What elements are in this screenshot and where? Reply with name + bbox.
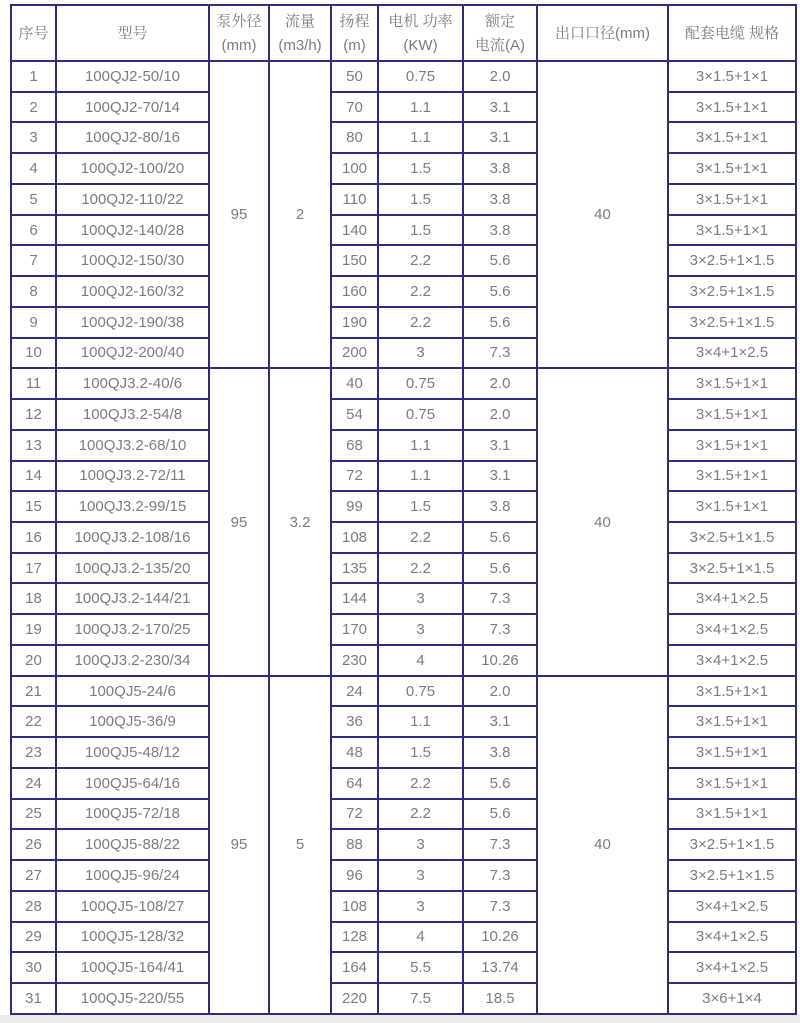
cell-model: 100QJ5-48/12 [56,737,209,768]
table-row [11,799,796,830]
cell-no: 12 [11,399,56,430]
cell-model: 100QJ5-164/41 [56,952,209,983]
cell-power: 1.1 [378,92,463,123]
cell-flow: 5 [269,676,331,1014]
cell-no: 7 [11,245,56,276]
cell-model: 100QJ5-24/6 [56,676,209,707]
cell-power: 0.75 [378,399,463,430]
cell-current: 2.0 [463,61,537,92]
cell-power: 2.2 [378,245,463,276]
cell-current: 5.6 [463,553,537,584]
cell-current: 7.3 [463,829,537,860]
cell-current: 5.6 [463,307,537,338]
cell-power: 2.2 [378,799,463,830]
cell-current: 3.1 [463,706,537,737]
table-row [11,122,796,153]
cell-power: 3 [378,891,463,922]
cell-model: 100QJ3.2-68/10 [56,430,209,461]
cell-power: 4 [378,645,463,676]
cell-no: 22 [11,706,56,737]
table-row [11,860,796,891]
table-row [11,768,796,799]
cell-outer-diameter: 95 [209,676,269,1014]
cell-head: 200 [331,338,378,369]
cell-cable: 3×1.5+1×1 [668,122,796,153]
header-row [11,5,796,61]
cell-model: 100QJ2-190/38 [56,307,209,338]
cell-model: 100QJ3.2-99/15 [56,491,209,522]
cell-current: 3.1 [463,92,537,123]
cell-no: 25 [11,799,56,830]
table-row [11,952,796,983]
cell-power: 0.75 [378,368,463,399]
cell-no: 8 [11,276,56,307]
cell-power: 1.5 [378,215,463,246]
cell-current: 10.26 [463,645,537,676]
column-header-outer_diameter [209,5,269,61]
column-header-label: 电机 功率 [388,12,453,30]
cell-model: 100QJ3.2-230/34 [56,645,209,676]
cell-no: 26 [11,829,56,860]
cell-head: 135 [331,553,378,584]
cell-power: 2.2 [378,276,463,307]
cell-cable: 3×2.5+1×1.5 [668,307,796,338]
cell-head: 100 [331,153,378,184]
table-row [11,706,796,737]
cell-current: 2.0 [463,399,537,430]
cell-cable: 3×1.5+1×1 [668,430,796,461]
cell-cable: 3×2.5+1×1.5 [668,553,796,584]
cell-no: 14 [11,461,56,492]
table-row [11,399,796,430]
column-header-label: 泵外径 [216,12,262,30]
cell-no: 5 [11,184,56,215]
cell-outlet: 40 [537,61,668,368]
cell-current: 7.3 [463,860,537,891]
cell-power: 1.1 [378,430,463,461]
cell-cable: 3×4+1×2.5 [668,614,796,645]
cell-power: 2.2 [378,307,463,338]
column-header-unit: 电流(A) [475,36,525,54]
cell-cable: 3×1.5+1×1 [668,799,796,830]
table-row [11,829,796,860]
cell-cable: 3×2.5+1×1.5 [668,522,796,553]
cell-current: 3.8 [463,153,537,184]
cell-cable: 3×4+1×2.5 [668,952,796,983]
cell-head: 80 [331,122,378,153]
cell-cable: 3×1.5+1×1 [668,368,796,399]
cell-head: 70 [331,92,378,123]
cell-model: 100QJ3.2-108/16 [56,522,209,553]
cell-current: 3.1 [463,122,537,153]
column-header-unit: (mm) [221,36,257,54]
cell-model: 100QJ2-140/28 [56,215,209,246]
table-row [11,983,796,1014]
cell-current: 18.5 [463,983,537,1014]
table-row [11,61,796,92]
cell-power: 0.75 [378,61,463,92]
cell-power: 2.2 [378,768,463,799]
cell-no: 2 [11,92,56,123]
cell-no: 18 [11,583,56,614]
cell-no: 29 [11,922,56,953]
table-row [11,737,796,768]
cell-current: 5.6 [463,522,537,553]
cell-cable: 3×4+1×2.5 [668,338,796,369]
cell-cable: 3×1.5+1×1 [668,184,796,215]
cell-cable: 3×2.5+1×1.5 [668,860,796,891]
cell-model: 100QJ2-50/10 [56,61,209,92]
cell-flow: 3.2 [269,368,331,675]
cell-head: 40 [331,368,378,399]
cell-no: 27 [11,860,56,891]
table-row [11,307,796,338]
table-row [11,583,796,614]
cell-outlet: 40 [537,368,668,675]
cell-current: 7.3 [463,583,537,614]
cell-power: 0.75 [378,676,463,707]
cell-current: 13.74 [463,952,537,983]
cell-head: 64 [331,768,378,799]
cell-head: 190 [331,307,378,338]
cell-head: 88 [331,829,378,860]
cell-head: 128 [331,922,378,953]
cell-current: 3.1 [463,430,537,461]
cell-head: 144 [331,583,378,614]
cell-current: 3.8 [463,491,537,522]
cell-cable: 3×2.5+1×1.5 [668,245,796,276]
cell-no: 16 [11,522,56,553]
cell-current: 5.6 [463,245,537,276]
table-row [11,276,796,307]
cell-flow: 2 [269,61,331,368]
cell-current: 5.6 [463,799,537,830]
cell-model: 100QJ3.2-144/21 [56,583,209,614]
cell-outer-diameter: 95 [209,61,269,368]
cell-model: 100QJ5-36/9 [56,706,209,737]
cell-model: 100QJ2-150/30 [56,245,209,276]
table-row [11,92,796,123]
cell-model: 100QJ5-88/22 [56,829,209,860]
table-row [11,461,796,492]
cell-model: 100QJ2-100/20 [56,153,209,184]
table-row [11,891,796,922]
cell-power: 1.1 [378,122,463,153]
cell-cable: 3×4+1×2.5 [668,922,796,953]
table-header [11,5,796,61]
cell-no: 31 [11,983,56,1014]
cell-cable: 3×2.5+1×1.5 [668,829,796,860]
cell-cable: 3×1.5+1×1 [668,768,796,799]
cell-head: 50 [331,61,378,92]
cell-current: 7.3 [463,338,537,369]
cell-cable: 3×1.5+1×1 [668,461,796,492]
cell-current: 10.26 [463,922,537,953]
cell-model: 100QJ5-96/24 [56,860,209,891]
column-header-unit: (m3/h) [278,36,322,54]
cell-no: 3 [11,122,56,153]
cell-power: 1.1 [378,461,463,492]
cell-model: 100QJ3.2-72/11 [56,461,209,492]
cell-current: 5.6 [463,768,537,799]
table-row [11,522,796,553]
cell-head: 110 [331,184,378,215]
cell-model: 100QJ5-72/18 [56,799,209,830]
cell-cable: 3×4+1×2.5 [668,583,796,614]
cell-head: 72 [331,799,378,830]
cell-no: 15 [11,491,56,522]
table-row [11,153,796,184]
column-header-flow [269,5,331,61]
cell-head: 140 [331,215,378,246]
cell-power: 2.2 [378,522,463,553]
column-header-model [56,5,209,61]
cell-cable: 3×1.5+1×1 [668,737,796,768]
column-header-head [331,5,378,61]
cell-cable: 3×1.5+1×1 [668,491,796,522]
column-header-outlet [537,5,668,61]
page-bottom-strip [0,1015,800,1023]
cell-no: 13 [11,430,56,461]
cell-head: 54 [331,399,378,430]
cell-no: 24 [11,768,56,799]
cell-no: 17 [11,553,56,584]
table-body [11,61,796,1014]
cell-no: 19 [11,614,56,645]
cell-no: 23 [11,737,56,768]
cell-head: 68 [331,430,378,461]
cell-power: 1.5 [378,737,463,768]
cell-power: 7.5 [378,983,463,1014]
column-header-cable [668,5,796,61]
cell-no: 9 [11,307,56,338]
cell-head: 48 [331,737,378,768]
cell-model: 100QJ5-108/27 [56,891,209,922]
cell-model: 100QJ3.2-135/20 [56,553,209,584]
cell-cable: 3×1.5+1×1 [668,399,796,430]
cell-outlet: 40 [537,676,668,1014]
table-row [11,430,796,461]
cell-head: 170 [331,614,378,645]
column-header-no [11,5,56,61]
column-header-label: 配套电缆 规格 [684,24,780,42]
cell-model: 100QJ5-220/55 [56,983,209,1014]
cell-power: 3 [378,829,463,860]
cell-power: 1.1 [378,706,463,737]
column-header-label: 型号 [117,24,148,42]
cell-no: 6 [11,215,56,246]
cell-no: 28 [11,891,56,922]
column-header-label: 流量 [284,12,315,30]
column-header-label: 额定 [484,12,515,30]
cell-no: 10 [11,338,56,369]
cell-power: 4 [378,922,463,953]
cell-cable: 3×1.5+1×1 [668,706,796,737]
cell-model: 100QJ5-128/32 [56,922,209,953]
cell-head: 150 [331,245,378,276]
cell-no: 20 [11,645,56,676]
cell-power: 2.2 [378,553,463,584]
cell-power: 3 [378,583,463,614]
cell-no: 1 [11,61,56,92]
column-header-label: 出口口径(mm) [555,24,650,42]
cell-model: 100QJ2-200/40 [56,338,209,369]
cell-model: 100QJ2-110/22 [56,184,209,215]
cell-no: 11 [11,368,56,399]
cell-head: 96 [331,860,378,891]
column-header-label: 序号 [18,24,49,42]
cell-head: 108 [331,522,378,553]
cell-head: 72 [331,461,378,492]
cell-model: 100QJ3.2-54/8 [56,399,209,430]
pump-spec-table [10,4,797,1015]
cell-model: 100QJ3.2-40/6 [56,368,209,399]
cell-power: 1.5 [378,184,463,215]
table-row [11,368,796,399]
column-header-current [463,5,537,61]
cell-current: 3.8 [463,737,537,768]
cell-no: 30 [11,952,56,983]
table-row [11,245,796,276]
table-row [11,215,796,246]
table-row [11,184,796,215]
cell-model: 100QJ2-160/32 [56,276,209,307]
column-header-power [378,5,463,61]
cell-model: 100QJ5-64/16 [56,768,209,799]
cell-no: 4 [11,153,56,184]
cell-power: 3 [378,860,463,891]
table-row [11,491,796,522]
column-header-unit: (KW) [403,36,438,54]
cell-cable: 3×1.5+1×1 [668,676,796,707]
cell-current: 7.3 [463,891,537,922]
table-row [11,553,796,584]
cell-no: 21 [11,676,56,707]
cell-model: 100QJ2-70/14 [56,92,209,123]
cell-head: 24 [331,676,378,707]
cell-head: 108 [331,891,378,922]
cell-cable: 3×1.5+1×1 [668,92,796,123]
cell-head: 36 [331,706,378,737]
cell-cable: 3×6+1×4 [668,983,796,1014]
cell-head: 220 [331,983,378,1014]
cell-power: 1.5 [378,153,463,184]
cell-cable: 3×4+1×2.5 [668,891,796,922]
cell-cable: 3×1.5+1×1 [668,61,796,92]
cell-power: 3 [378,614,463,645]
cell-model: 100QJ3.2-170/25 [56,614,209,645]
cell-current: 3.8 [463,184,537,215]
table-row [11,922,796,953]
column-header-unit: (m) [343,36,366,54]
column-header-label: 扬程 [339,12,370,30]
table-row [11,614,796,645]
cell-power: 3 [378,338,463,369]
cell-current: 3.8 [463,215,537,246]
cell-power: 1.5 [378,491,463,522]
cell-power: 5.5 [378,952,463,983]
cell-cable: 3×1.5+1×1 [668,215,796,246]
cell-current: 2.0 [463,676,537,707]
table-row [11,676,796,707]
cell-cable: 3×2.5+1×1.5 [668,276,796,307]
cell-head: 160 [331,276,378,307]
cell-head: 99 [331,491,378,522]
cell-head: 164 [331,952,378,983]
cell-head: 230 [331,645,378,676]
cell-current: 5.6 [463,276,537,307]
cell-outer-diameter: 95 [209,368,269,675]
cell-model: 100QJ2-80/16 [56,122,209,153]
cell-current: 2.0 [463,368,537,399]
cell-cable: 3×4+1×2.5 [668,645,796,676]
table-row [11,338,796,369]
table-row [11,645,796,676]
cell-cable: 3×1.5+1×1 [668,153,796,184]
cell-current: 3.1 [463,461,537,492]
cell-current: 7.3 [463,614,537,645]
